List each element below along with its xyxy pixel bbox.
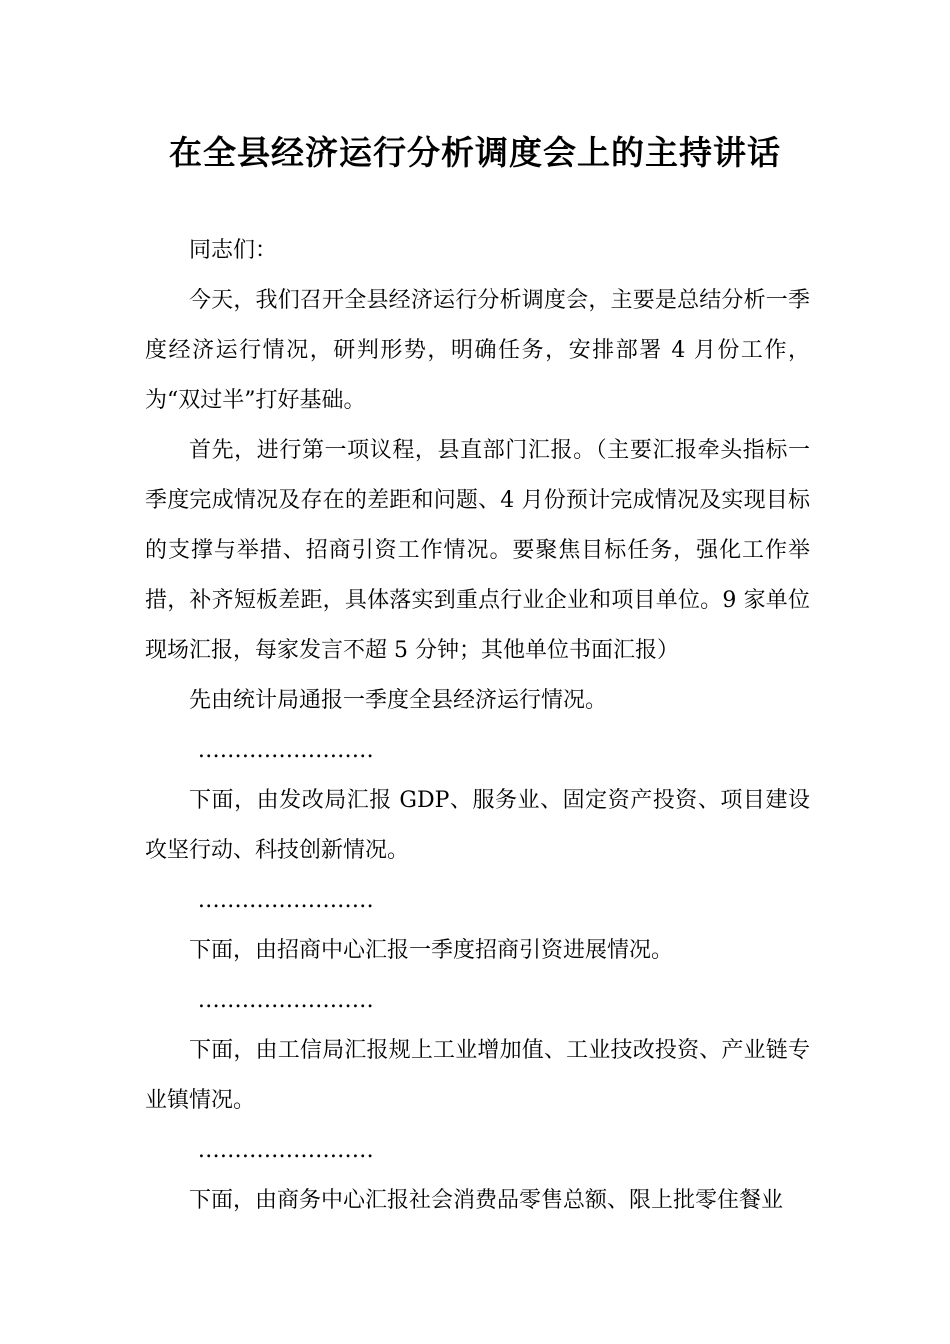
document-title: 在全县经济运行分析调度会上的主持讲话 bbox=[169, 133, 781, 172]
ellipsis-line: …………………… bbox=[197, 1138, 374, 1163]
ellipsis-line: …………………… bbox=[197, 988, 374, 1013]
salutation: 同志们： bbox=[189, 238, 278, 263]
ellipsis-line: …………………… bbox=[197, 738, 374, 763]
paragraph-development-reform: 下面，由发改局汇报 GDP、服务业、固定资产投资、项目建设攻坚行动、科技创新情况。 bbox=[145, 788, 810, 863]
paragraph-statistics-bureau: 先由统计局通报一季度全县经济运行情况。 bbox=[189, 688, 608, 713]
paragraph-opening: 今天，我们召开全县经济运行分析调度会，主要是总结分析一季度经济运行情况，研判形势，明确任务，安排部署 4 月份工作，为“双过半”打好基础。 bbox=[145, 288, 810, 413]
paragraph-industry-it-bureau: 下面，由工信局汇报规上工业增加值、工业技改投资、产业链专业镇情况。 bbox=[145, 1038, 810, 1113]
ellipsis-line: …………………… bbox=[197, 888, 374, 913]
paragraph-commerce-center: 下面，由商务中心汇报社会消费品零售总额、限上批零住餐业 bbox=[189, 1188, 784, 1213]
paragraph-agenda-item-one: 首先，进行第一项议程，县直部门汇报。（主要汇报牵头指标一季度完成情况及存在的差距和问题、4 月份预计完成情况及实现目标的支撑与举措、招商引资工作情况。要聚焦目标任务，强化工作举措，补齐短板差距，具体落实到重点行业企业和项目单位。9 家单位现场汇报，每家发言不超 5 分钟；其他单位书面汇报） bbox=[145, 438, 810, 663]
paragraph-investment-center: 下面，由招商中心汇报一季度招商引资进展情况。 bbox=[189, 938, 674, 963]
document-body bbox=[145, 226, 810, 1226]
